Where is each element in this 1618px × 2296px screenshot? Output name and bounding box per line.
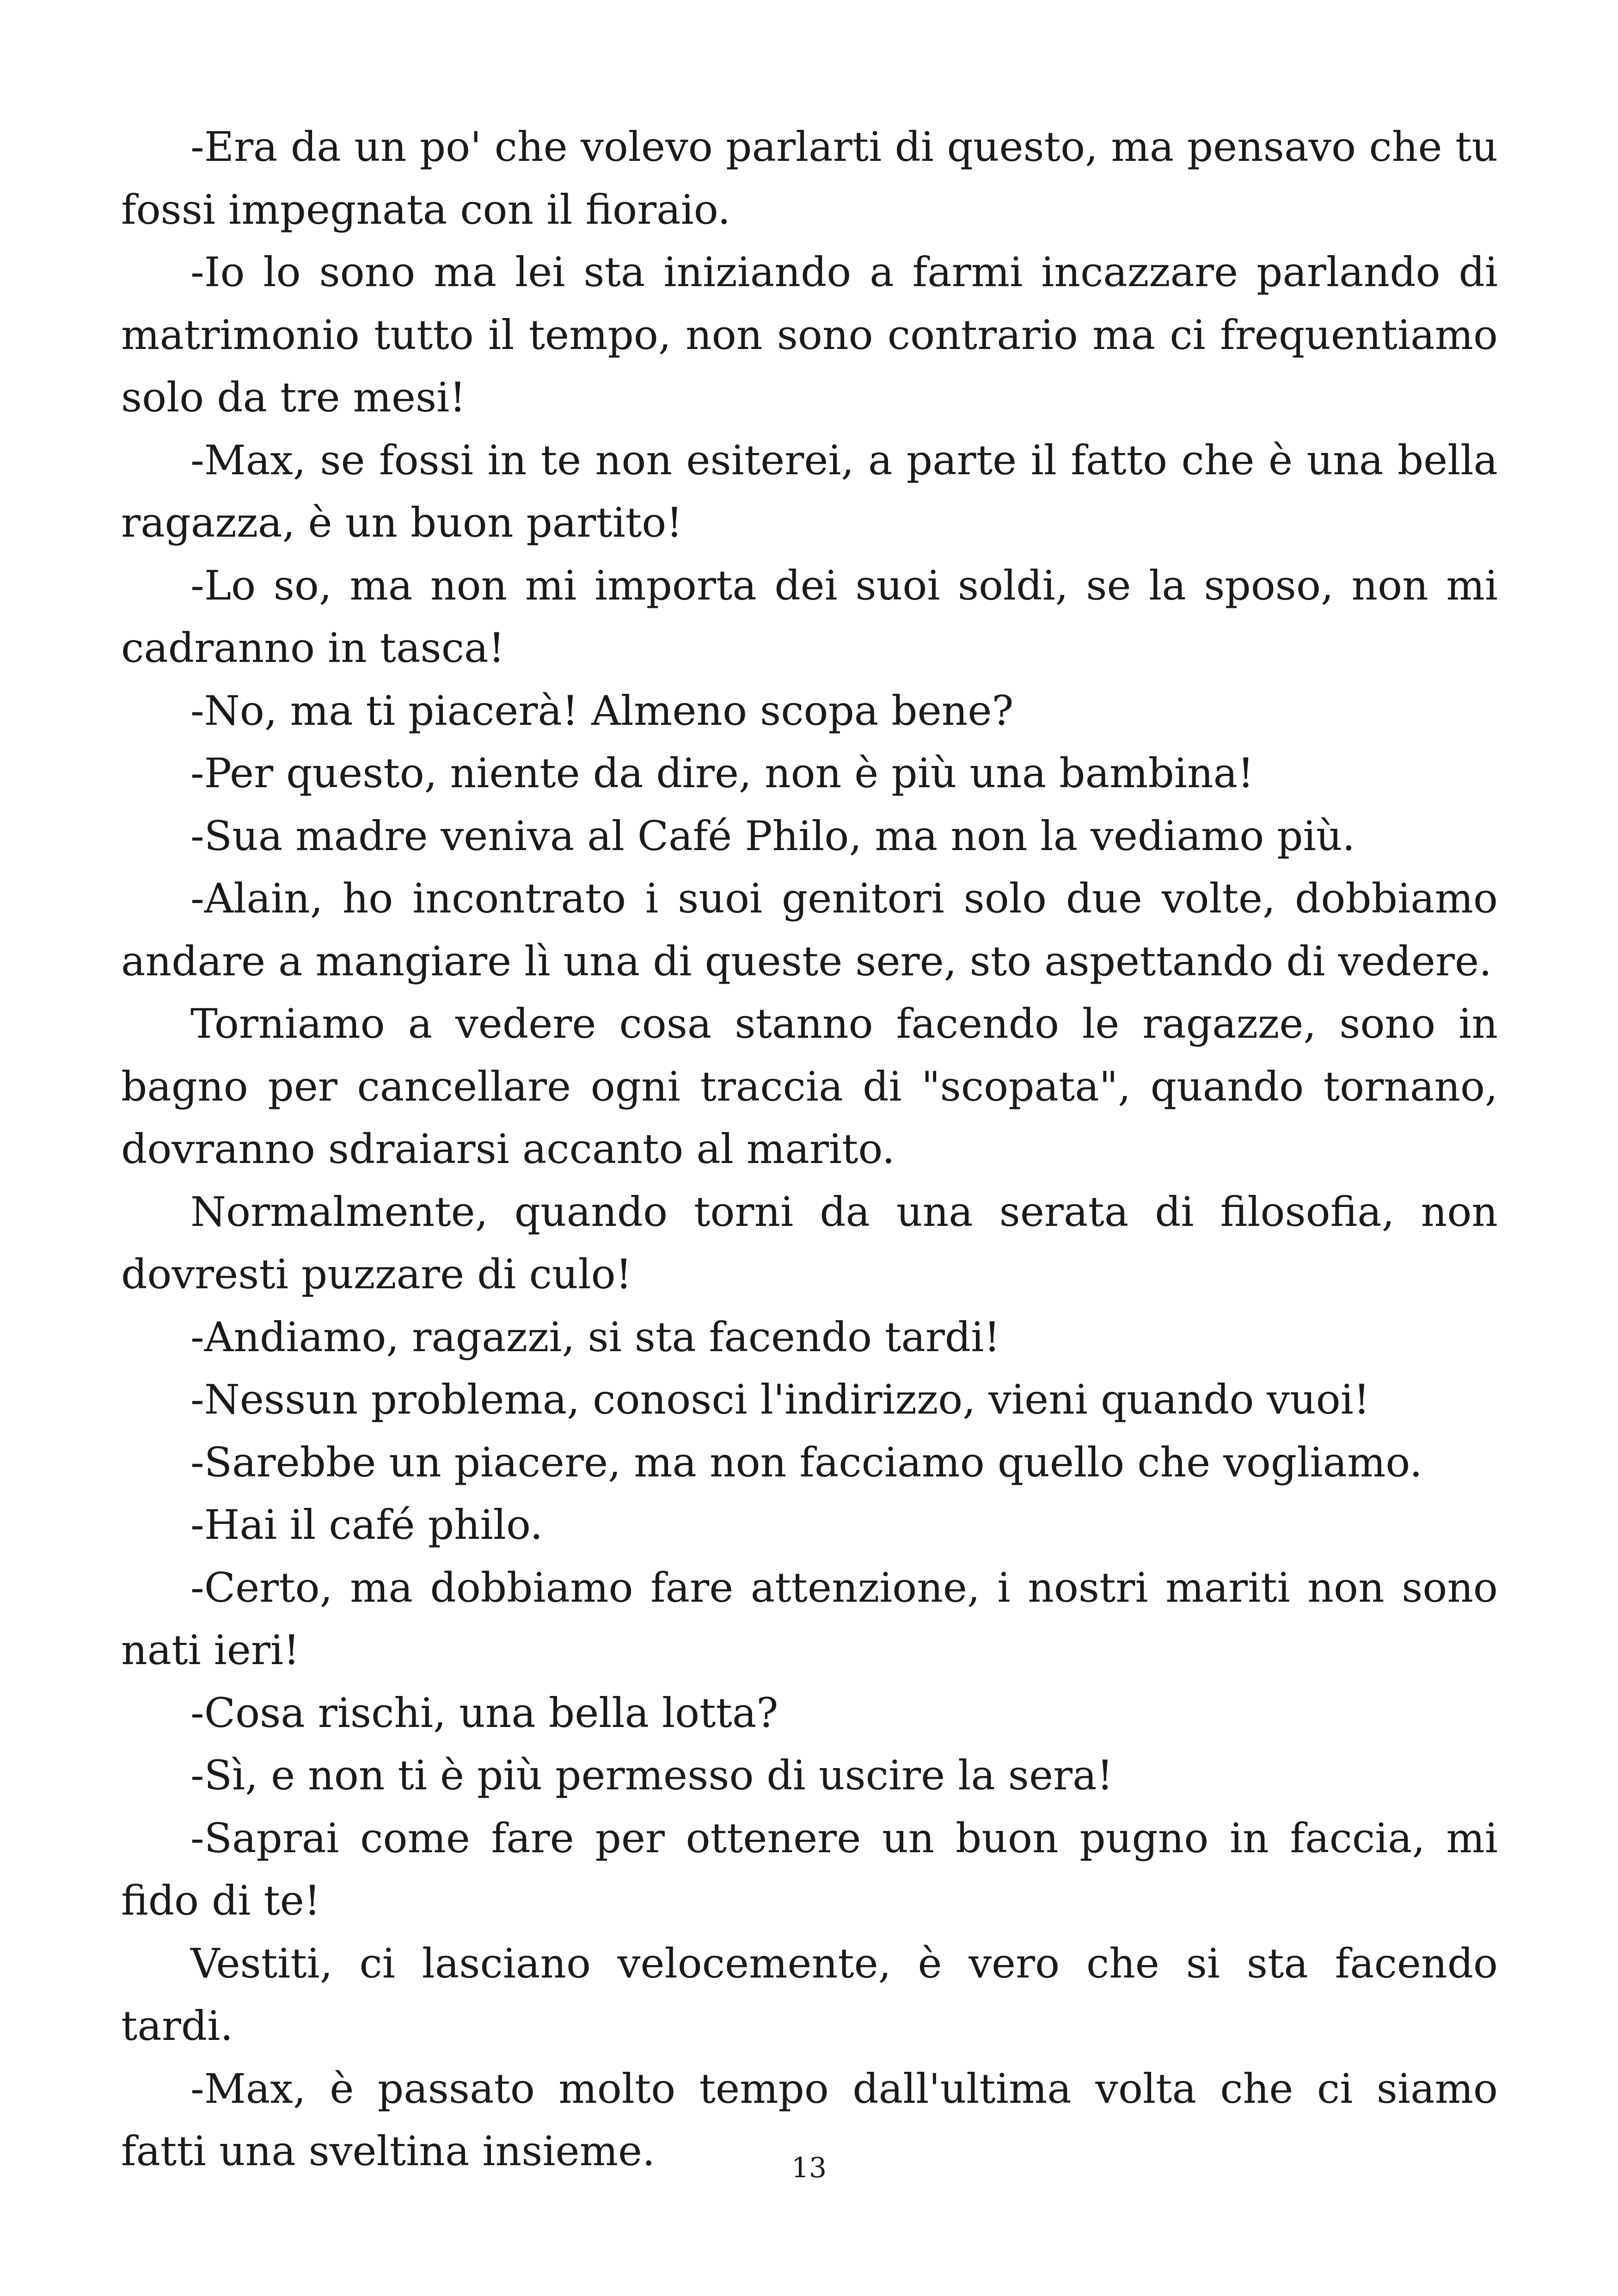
paragraph: -Nessun problema, conosci l'indirizzo, vieni quando vuoi! [190, 1376, 1370, 1423]
paragraph: -Sua madre veniva al Café Philo, ma non la vediamo più. [190, 812, 1355, 860]
paragraph: -Per questo, niente da dire, non è più una bambina! [190, 749, 1254, 797]
paragraph: -Saprai come fare per ottenere un buon pugno in faccia, mi fido di te! [121, 1814, 1498, 1924]
paragraph: -Sì, e non ti è più permesso di uscire la sera! [190, 1751, 1113, 1799]
paragraph: -Max, è passato molto tempo dall'ultima volta che ci siamo fatti una sveltina insieme. [121, 2064, 1498, 2175]
page-number: 13 [791, 2152, 827, 2184]
paragraph: Vestiti, ci lasciano velocemente, è vero che si sta facendo tardi. [121, 1939, 1498, 2050]
paragraph: -Sarebbe un piacere, ma non facciamo quello che vogliamo. [190, 1438, 1422, 1486]
paragraph: -Certo, ma dobbiamo fare attenzione, i nostri mariti non sono nati ieri! [121, 1563, 1498, 1674]
paragraph: -Max, se fossi in te non esiterei, a parte il fatto che è una bella ragazza, è un buon partito! [121, 436, 1498, 546]
paragraph: -Andiamo, ragazzi, si sta facendo tardi! [190, 1313, 1000, 1361]
paragraph: -No, ma ti piacerà! Almeno scopa bene? [190, 686, 1014, 735]
paragraph: -Lo so, ma non mi importa dei suoi soldi, se la sposo, non mi cadranno in tasca! [121, 561, 1498, 672]
paragraph: Normalmente, quando torni da una serata di filosofia, non dovresti puzzare di culo! [121, 1188, 1498, 1298]
paragraph: -Io lo sono ma lei sta iniziando a farmi incazzare parlando di matrimonio tutto il tempo, non sono contrario ma ci frequentiamo solo da tre mesi! [121, 248, 1498, 421]
paragraph: -Alain, ho incontrato i suoi genitori solo due volte, dobbiamo andare a mangiare lì una di queste sere, sto aspettando di vedere. [121, 875, 1498, 985]
paragraph: Torniamo a vedere cosa stanno facendo le ragazze, sono in bagno per cancellare ogni traccia di "scopata", quando tornano, dovranno sdraiarsi accanto al marito. [121, 1000, 1498, 1173]
paragraph: -Hai il café philo. [190, 1501, 543, 1549]
paragraph: -Era da un po' che volevo parlarti di questo, ma pensavo che tu fossi impegnata con il fioraio. [121, 123, 1498, 233]
paragraph: -Cosa rischi, una bella lotta? [190, 1689, 778, 1737]
body-text [121, 116, 1498, 2183]
